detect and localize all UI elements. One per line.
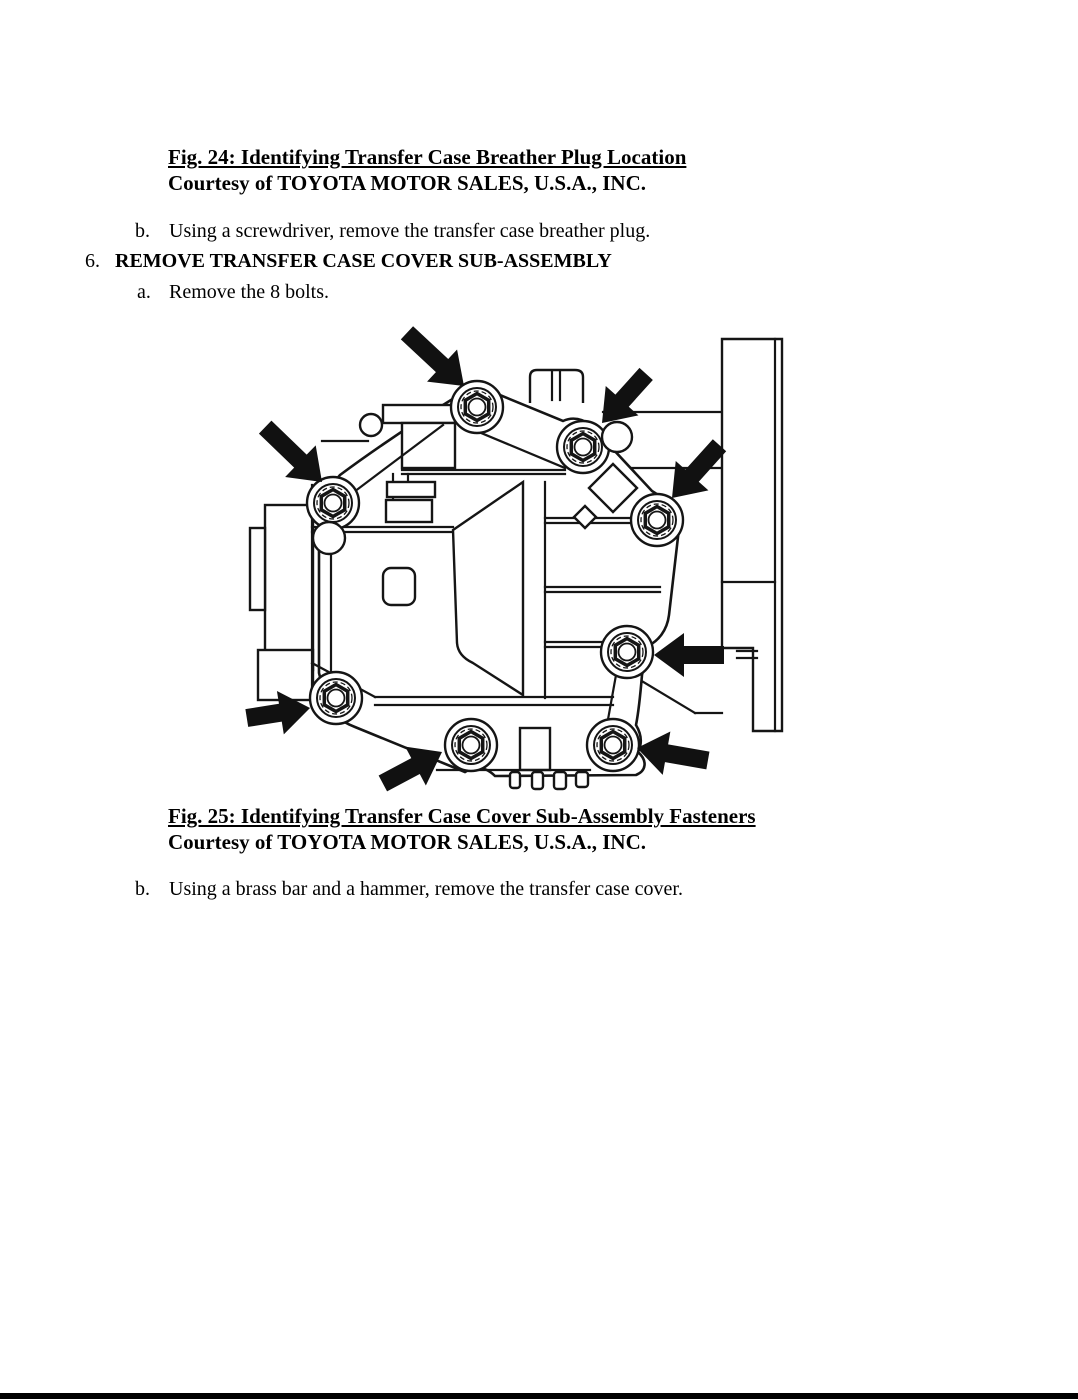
step-b2-text: Using a brass bar and a hammer, remove the transfer case cover. — [169, 878, 683, 900]
step-b2-marker: b. — [135, 878, 150, 900]
step-a-row — [0, 279, 1078, 306]
fig25-caption-link[interactable]: Fig. 25: Identifying Transfer Case Cover Sub-Assembly Fasteners — [168, 804, 756, 828]
step-b2-row — [0, 876, 1078, 903]
bolt-2 — [557, 421, 609, 473]
fig25-caption-block — [168, 803, 756, 855]
fig24-caption-link[interactable]: Fig. 24: Identifying Transfer Case Breather Plug Location — [168, 145, 687, 169]
step-a-marker: a. — [137, 281, 151, 303]
section-6-number: 6. — [85, 250, 100, 272]
bolt-7 — [445, 719, 497, 771]
bolt-4 — [631, 494, 683, 546]
bolt-5 — [601, 626, 653, 678]
bolt-8 — [587, 719, 639, 771]
step-b1-text: Using a screwdriver, remove the transfer case breather plug. — [169, 220, 651, 242]
bolt-3 — [307, 477, 359, 529]
fastener-arrow-8 — [633, 726, 712, 782]
fig24-caption-block — [168, 144, 686, 196]
section-6-row — [0, 248, 1078, 275]
bottom-edge-bar — [0, 1393, 1078, 1399]
section-6-title: REMOVE TRANSFER CASE COVER SUB-ASSEMBLY — [115, 250, 612, 272]
step-b1-row — [0, 218, 1078, 245]
step-b1-marker: b. — [135, 220, 150, 242]
fig25-courtesy: Courtesy of TOYOTA MOTOR SALES, U.S.A., INC. — [168, 830, 647, 854]
transfer-case-diagram — [245, 325, 805, 800]
bolt-6 — [310, 672, 362, 724]
fastener-arrow-5 — [654, 633, 724, 677]
fig24-courtesy: Courtesy of TOYOTA MOTOR SALES, U.S.A., INC. — [168, 171, 647, 195]
left-flange — [250, 505, 313, 700]
step-a-text: Remove the 8 bolts. — [169, 281, 329, 303]
bolt-1 — [451, 381, 503, 433]
figure-25-image — [245, 325, 805, 800]
